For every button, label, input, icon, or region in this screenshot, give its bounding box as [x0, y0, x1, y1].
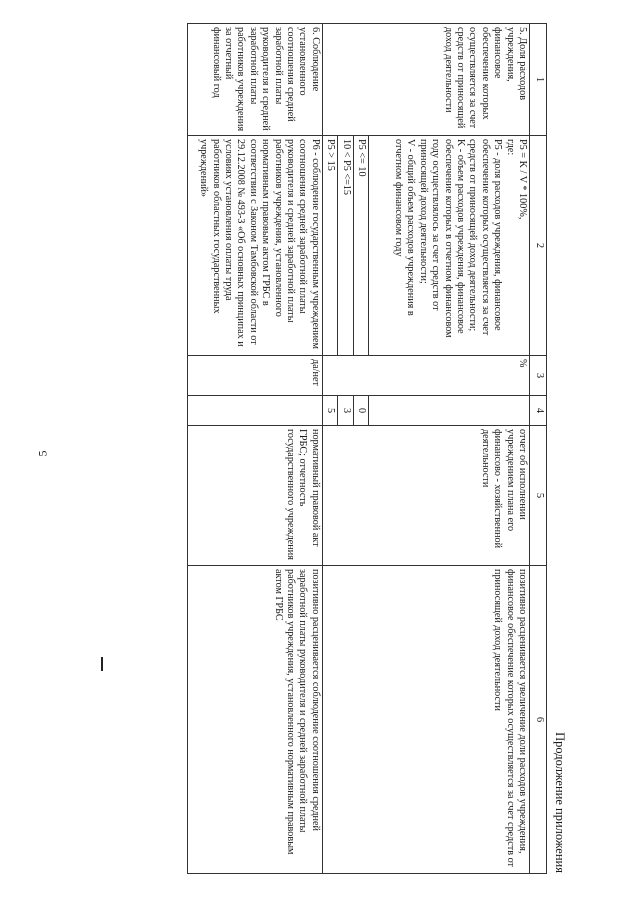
- score-cell: 0: [353, 396, 368, 426]
- column-header: 3: [530, 356, 547, 396]
- comment-cell: позитивно расценивается соблюдение соотношения средней заработной платы руководителя и средней заработной платы работников учреждения, установленного нормативным правовым актом ГРБС: [187, 566, 322, 874]
- score-cell: 3: [338, 396, 353, 426]
- page-number: 5: [35, 450, 50, 457]
- unit-cell: да/нет: [187, 356, 322, 396]
- condition-cell: P5 > 15: [322, 136, 337, 356]
- formula-cell: P6 - соблюдение государственным учреждением соотношения средней заработной платы руководителя и средней заработной платы работников учреждения, установленного нормативным правовым актом ГРБС в соответствии с Законом Тамбовской области от 29.12.2008 № 493-З «Об основных принципах и условиях установления оплаты труда работников областных государственных учреждений»: [187, 136, 322, 356]
- formula-line: где:: [504, 139, 516, 156]
- column-header: 5: [530, 426, 547, 566]
- score-cell: [187, 396, 322, 426]
- table-row: [187, 24, 322, 874]
- source-cell: нормативный правовой акт ГРБС; отчетность государственного учреждения: [187, 426, 322, 566]
- condition-cell: P5 <= 10: [353, 136, 368, 356]
- header-row: [530, 24, 547, 874]
- column-header: 1: [530, 24, 547, 136]
- formula-line: K - объем расходов учреждения, финансовое обеспечение которых в отчетном финансовом году осуществлялось за счет средств от приносящей доход деятельности;: [417, 139, 466, 338]
- column-header: 4: [530, 396, 547, 426]
- column-header: 6: [530, 566, 547, 874]
- score-cell: 5: [322, 396, 337, 426]
- condition-cell: 10 < P5 <=15: [338, 136, 353, 356]
- formula-line: V - общий объем расходов учреждения в отчетном финансовом году: [392, 139, 417, 316]
- formula-cell: [369, 136, 530, 356]
- column-header: 2: [530, 136, 547, 356]
- document-sheet: [55, 23, 565, 873]
- appendix-caption: Продолжение приложения: [553, 732, 567, 873]
- score-cell: [369, 396, 530, 426]
- criterion-name: 6. Соблюдение установленного соотношения средней заработной платы руководителя и средней заработной платы работников учреждения за отчетный финансовый год: [187, 24, 322, 136]
- table-row: [369, 24, 530, 874]
- source-cell: отчет об исполнении учреждением плана его финансово - хозяйственной деятельности: [322, 426, 529, 566]
- formula-line: P5 = K / V * 100%,: [517, 139, 528, 220]
- formula-line: P5 - доля расходов учреждения, финансовое обеспечение которых осуществляется за счет средств от приносящей доход деятельности;: [467, 139, 504, 336]
- criteria-table: [187, 23, 547, 874]
- unit-cell: %: [322, 356, 529, 396]
- comment-cell: позитивно расценивается увеличение доли расходов учреждения, финансовое обеспечение которых осуществляется за счет средств от приносящей доход деятельности: [322, 566, 529, 874]
- criterion-name: 5. Доля расходов учреждения, финансовое обеспечение которых осуществляется за счет средств от приносящей доход деятельности: [322, 24, 529, 136]
